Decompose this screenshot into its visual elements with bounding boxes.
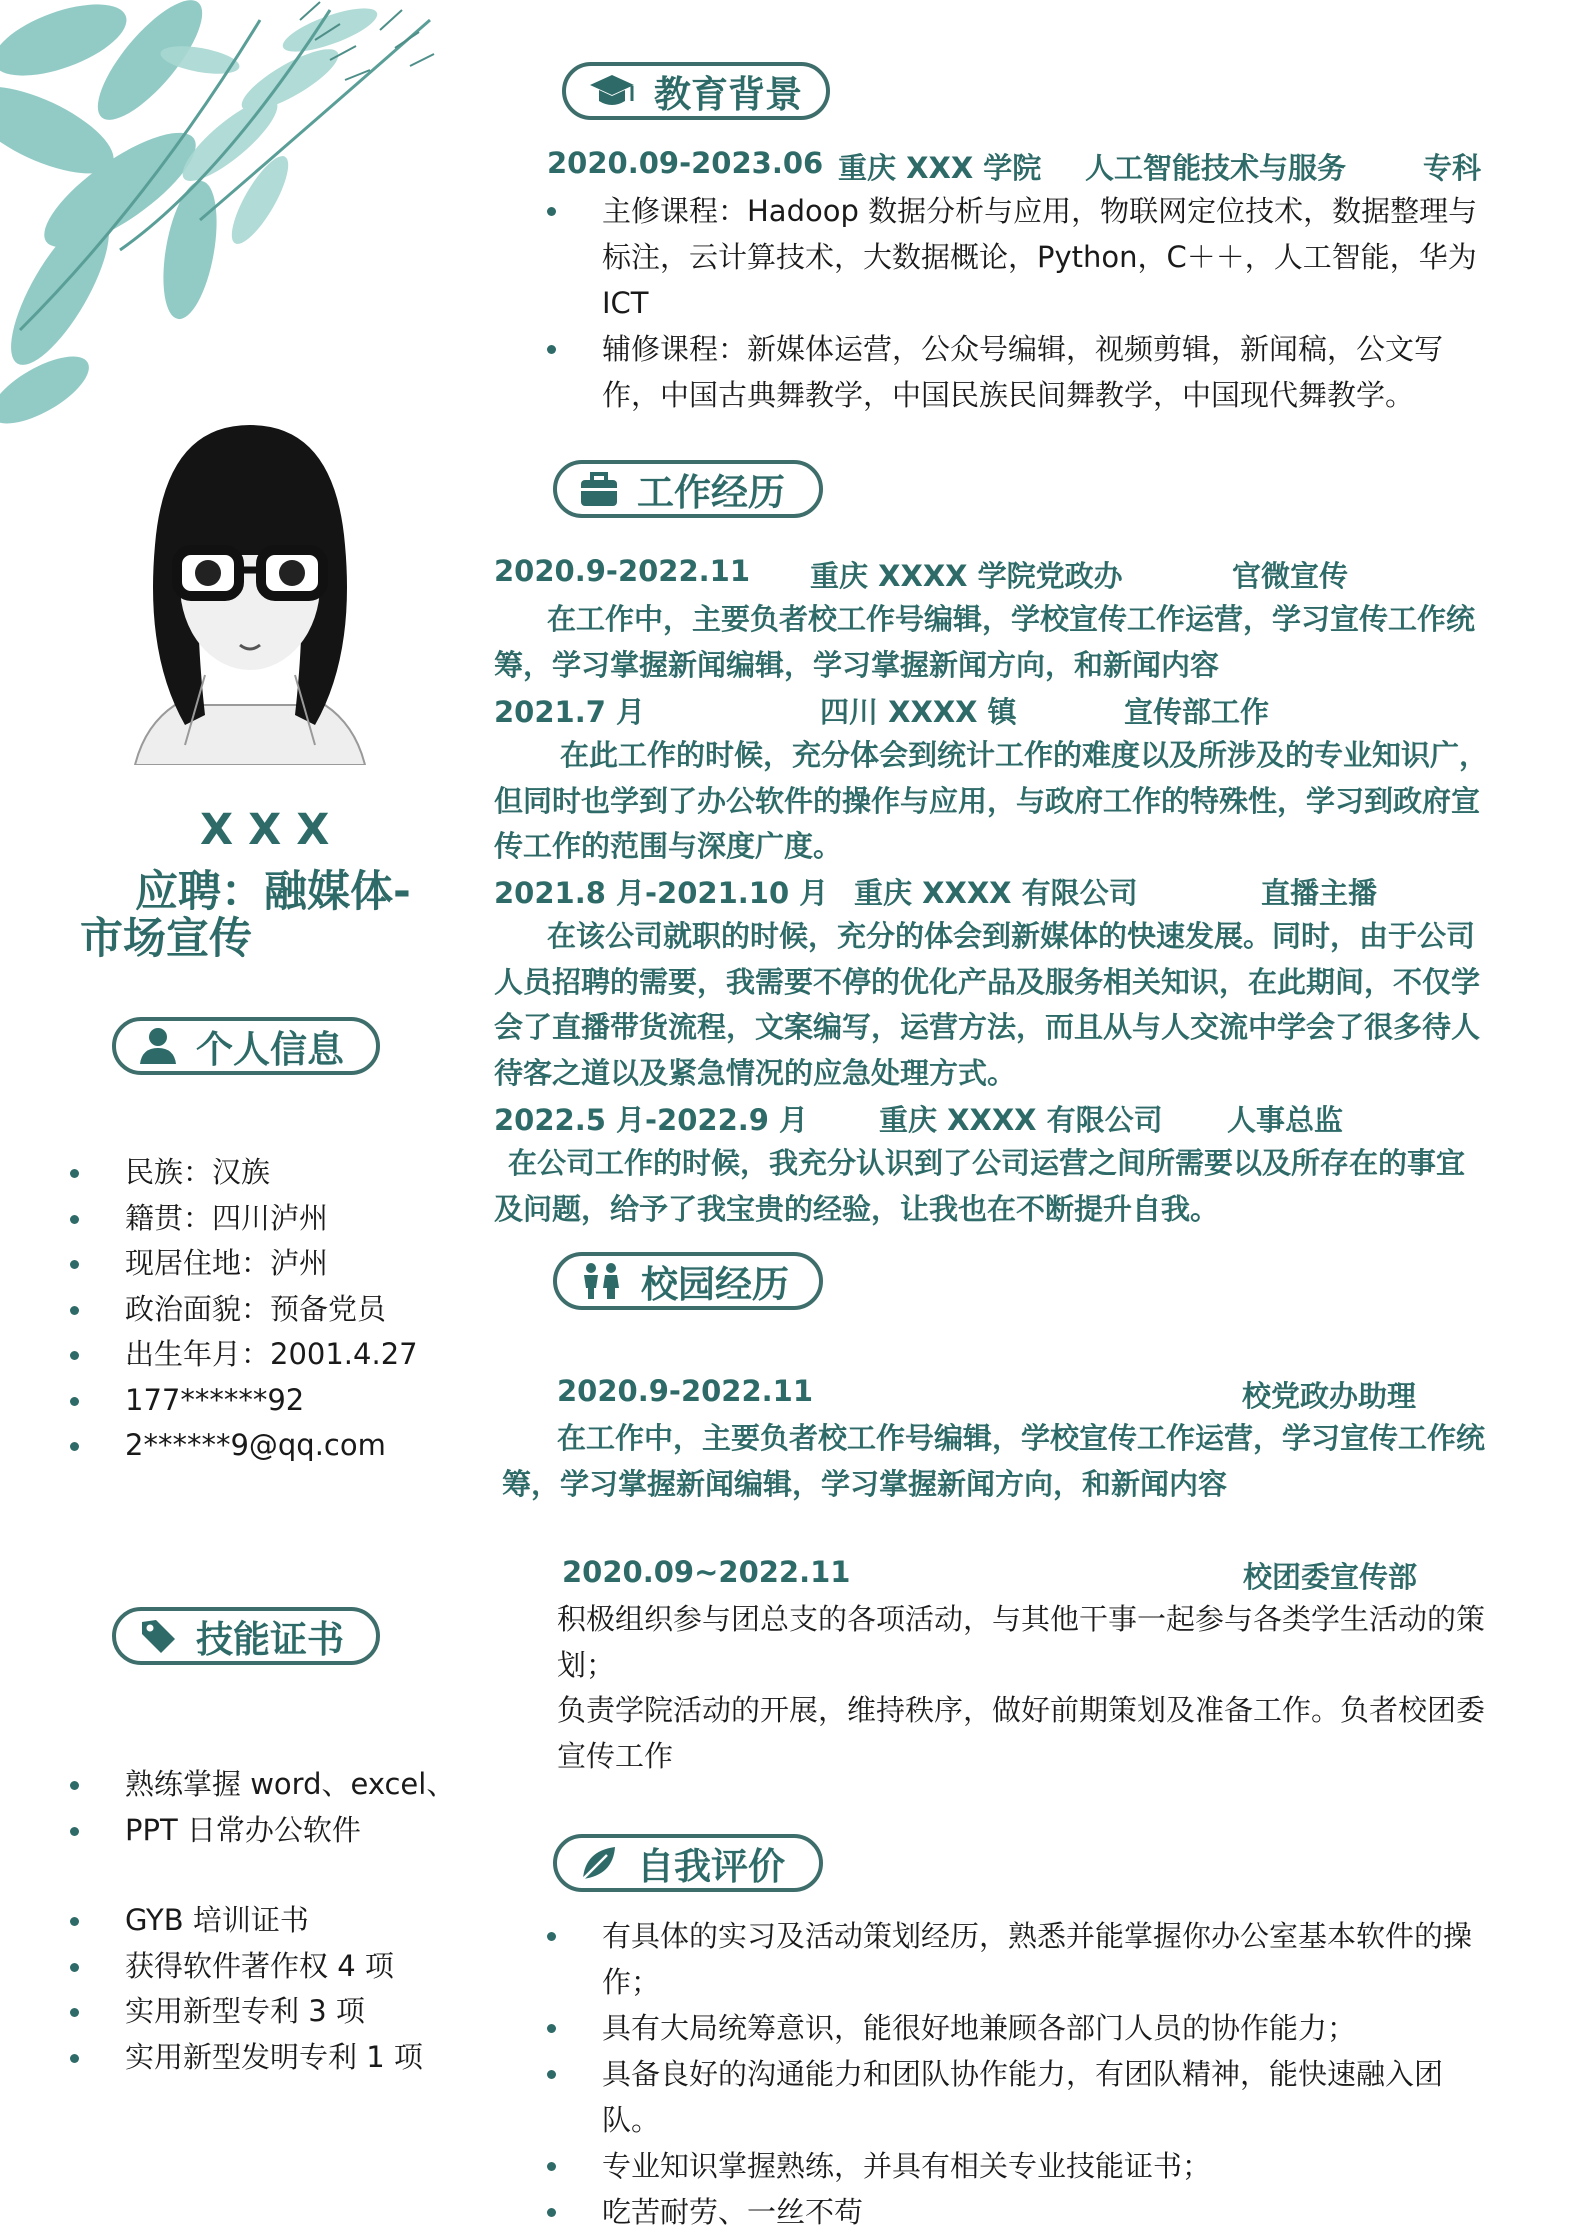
work-org: 重庆 XXXX 有限公司 (879, 1103, 1163, 1137)
work-period: 2022.5 月-2022.9 月 (494, 1103, 809, 1137)
work-role: 人事总监 (1227, 1103, 1344, 1137)
work-period: 2021.8 月-2021.10 月 (494, 876, 829, 910)
section-title: 教育背景 (654, 73, 802, 116)
list-item: 专业知识掌握熟练，并具有相关专业技能证书； (547, 2143, 1492, 2189)
list-item: 2******9@qq.com (70, 1423, 418, 1469)
section-education (562, 62, 830, 120)
people-icon (579, 1261, 623, 1301)
person-icon (138, 1026, 178, 1066)
list-item: 主修课程：Hadoop 数据分析与应用，物联网定位技术，数据整理与标注，云计算技术，大数据概论，Python，C＋＋，人工智能，华为 ICT (547, 188, 1492, 326)
skills-list-a (70, 1762, 455, 1853)
campus-description: 在工作中，主要负者校工作号编辑，学校宣传工作运营，学习宣传工作统筹，学习掌握新闻编辑，学习掌握新闻方向，和新闻内容 (502, 1421, 1486, 1501)
edu-major: 人工智能技术与服务 (1085, 151, 1347, 185)
campus-role: 校团委宣传部 (1243, 1560, 1418, 1594)
section-work (553, 460, 823, 518)
list-item: 获得软件著作权 4 项 (70, 1944, 423, 1990)
personal-info-list (70, 1150, 418, 1469)
list-item: 实用新型发明专利 1 项 (70, 2035, 423, 2081)
work-description: 在工作中，主要负者校工作号编辑，学校宣传工作运营，学习宣传工作统筹，学习掌握新闻编辑，学习掌握新闻方向，和新闻内容 (494, 602, 1476, 682)
work-role: 直播主播 (1261, 876, 1378, 910)
leaf-icon (579, 1843, 619, 1883)
list-item: 籍贯：四川泸州 (70, 1196, 418, 1242)
list-item: PPT 日常办公软件 (70, 1808, 455, 1854)
work-org: 重庆 XXXX 有限公司 (854, 876, 1138, 910)
avatar (105, 395, 395, 765)
work-org: 四川 XXXX 镇 (820, 695, 1017, 729)
briefcase-icon (579, 470, 619, 508)
campus-period: 2020.09~2022.11 (562, 1555, 851, 1589)
applied-position-line1: 应聘：融媒体- (135, 867, 411, 917)
work-period: 2021.7 月 (494, 695, 646, 729)
section-campus (553, 1252, 823, 1310)
skills-list-b (70, 1898, 423, 2080)
list-item: 现居住地：泸州 (70, 1241, 418, 1287)
self-evaluation-list (547, 1913, 1492, 2235)
section-title: 校园经历 (641, 1263, 789, 1306)
section-title: 自我评价 (637, 1845, 785, 1888)
work-period: 2020.9-2022.11 (494, 554, 751, 588)
list-item: 政治面貌：预备党员 (70, 1287, 418, 1333)
section-self-evaluation (553, 1834, 823, 1892)
section-skills (112, 1607, 380, 1665)
section-personal-info (112, 1017, 380, 1075)
list-item: 177******92 (70, 1378, 418, 1424)
campus-role: 校党政办助理 (1242, 1379, 1417, 1413)
edu-school: 重庆 XXX 学院 (838, 151, 1042, 185)
education-courses (547, 188, 1492, 418)
tag-icon (138, 1616, 178, 1656)
section-title: 技能证书 (196, 1618, 344, 1661)
list-item: 具有大局统筹意识，能很好地兼顾各部门人员的协作能力； (547, 2005, 1492, 2051)
work-description: 在该公司就职的时候，充分的体会到新媒体的快速发展。同时，由于公司人员招聘的需要，我需要不停的优化产品及服务相关知识，在此期间，不仅学会了直播带货流程，文案编写，运营方法，而且从与人交流中学会了很多待人待客之道以及紧急情况的应急处理方式。 (494, 919, 1481, 1090)
list-item: 吃苦耐劳、一丝不苟 (547, 2189, 1492, 2235)
section-title: 工作经历 (637, 471, 785, 514)
work-role: 官微宣传 (1232, 559, 1349, 593)
section-title: 个人信息 (196, 1028, 344, 1071)
list-item: 出生年月：2001.4.27 (70, 1332, 418, 1378)
work-org: 重庆 XXXX 学院党政办 (810, 559, 1123, 593)
work-description: 在公司工作的时候，我充分认识到了公司运营之间所需要以及所存在的事宜及问题，给予了我宝贵的经验，让我也在不断提升自我。 (494, 1146, 1466, 1226)
campus-description: 负责学院活动的开展，维持秩序，做好前期策划及准备工作。负者校团委宣传工作 (557, 1693, 1486, 1773)
list-item: 民族：汉族 (70, 1150, 418, 1196)
campus-period: 2020.9-2022.11 (557, 1374, 814, 1408)
list-item: GYB 培训证书 (70, 1898, 423, 1944)
list-item: 辅修课程：新媒体运营，公众号编辑，视频剪辑，新闻稿，公文写作，中国古典舞教学，中国民族民间舞教学，中国现代舞教学。 (547, 326, 1492, 418)
work-description: 在此工作的时候，充分体会到统计工作的难度以及所涉及的专业知识广，但同时也学到了办公软件的操作与应用，与政府工作的特殊性，学习到政府宣传工作的范围与深度广度。 (494, 738, 1489, 863)
list-item: 有具体的实习及活动策划经历，熟悉并能掌握你办公室基本软件的操作； (547, 1913, 1492, 2005)
graduation-cap-icon (588, 71, 636, 111)
candidate-name: X X X (200, 805, 330, 855)
applied-position-line2: 市场宣传 (80, 914, 252, 964)
campus-description: 积极组织参与团总支的各项活动，与其他干事一起参与各类学生活动的策划； (557, 1602, 1486, 1682)
list-item: 具备良好的沟通能力和团队协作能力，有团队精神，能快速融入团队。 (547, 2051, 1492, 2143)
list-item: 实用新型专利 3 项 (70, 1989, 423, 2035)
work-role: 宣传部工作 (1124, 695, 1270, 729)
edu-period: 2020.09-2023.06 (547, 146, 824, 180)
edu-degree: 专科 (1423, 151, 1482, 185)
list-item: 熟练掌握 word、excel、 (70, 1762, 455, 1808)
